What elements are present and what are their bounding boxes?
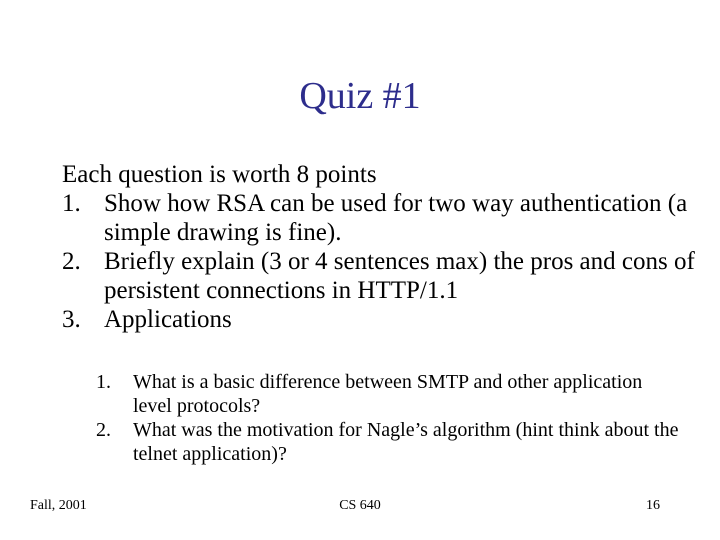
subquestion-text: What was the motivation for Nagle’s algorithm (hint think about the telnet application)? [133,419,679,465]
slide-body [62,160,702,334]
question-item-2 [62,247,702,305]
subquestion-number: 2. [96,419,111,441]
slide-title: Quiz #1 [299,75,421,117]
question-text: Briefly explain (3 or 4 sentences max) the pros and cons of persistent connections in HTTP/1.1 [104,248,695,304]
subquestion-text: What is a basic difference between SMTP and other application level protocols? [133,371,643,417]
question-item-1 [62,189,702,247]
footer-page-number: 16 [646,498,660,513]
footer-course: CS 640 [339,498,381,513]
subquestion-item-2 [96,418,686,466]
question-item-3 [62,305,702,334]
subquestion-item-1 [96,370,686,418]
intro-text: Each question is worth 8 points [62,161,377,188]
question-number: 3. [62,306,81,333]
question-number: 1. [62,190,81,217]
question-number: 2. [62,248,81,275]
question-text: Show how RSA can be used for two way authentication (a simple drawing is fine). [104,190,688,246]
subquestion-list [96,370,686,466]
subquestion-number: 1. [96,371,111,393]
question-text: Applications [104,306,232,333]
question-list [62,189,702,334]
footer-date: Fall, 2001 [30,498,87,513]
